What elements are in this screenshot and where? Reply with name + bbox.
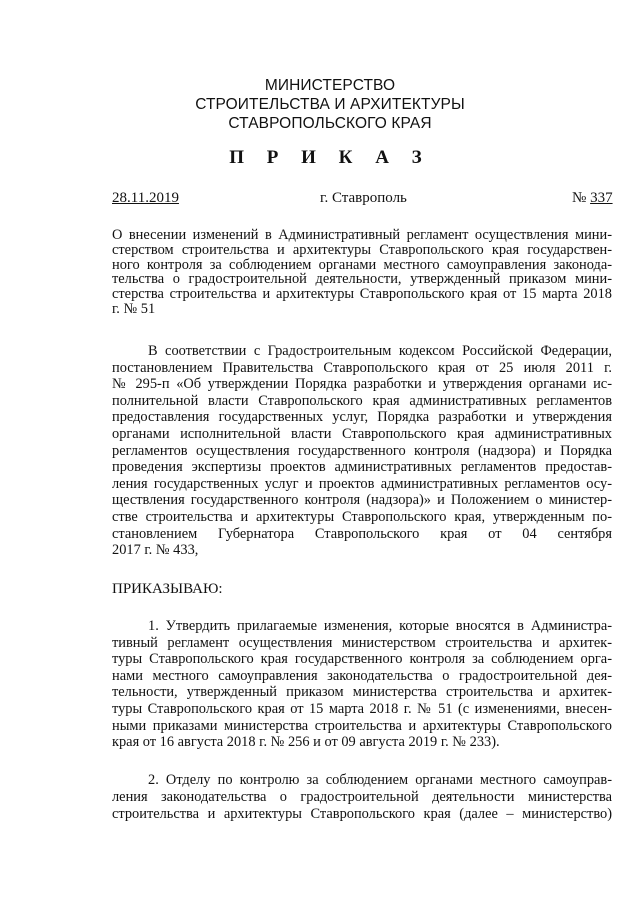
- item-1-line: ными приказами министерства строительства и архитектуры Ставропольского: [112, 717, 612, 734]
- preamble-paragraph: [112, 343, 612, 559]
- preamble-line: полнительной власти Ставропольского края административных регламентов: [112, 392, 612, 409]
- item-2-line: строительства и архитектуры Ставропольского края (далее – министерство): [112, 806, 612, 823]
- subject-line: стерством строительства и архитектуры Ставропольского края государствен-: [112, 241, 612, 258]
- preamble-line: проведения экспертизы проектов административных регламентов предостав-: [112, 459, 612, 476]
- preamble-line: № 295-п «Об утверждении Порядка разработки и утверждения органами ис-: [112, 376, 612, 393]
- subject-line: тельства о градостроительной деятельности, утвержденный приказом мини-: [112, 271, 612, 288]
- order-directive-word: ПРИКАЗЫВАЮ:: [112, 581, 223, 597]
- preamble-line: предоставления государственных услуг, Порядка разработки и утверждения: [112, 409, 612, 426]
- item-2-line: 2. Отделу по контролю за соблюдением органами местного самоуправ-: [148, 772, 612, 788]
- ministry-line-3: СТАВРОПОЛЬСКОГО КРАЯ: [228, 115, 432, 132]
- order-subject: [112, 228, 612, 317]
- item-1-line: края от 16 августа 2018 г. № 256 и от 09 августа 2019 г. № 233).: [112, 734, 500, 751]
- order-number-prefix: №: [572, 190, 591, 206]
- preamble-line: становлением Губернатора Ставропольского края от 04 сентября: [112, 525, 612, 542]
- item-1-line: туры Ставропольского края от 15 марта 2018 г. № 51 (с изменениями, внесен-: [112, 700, 612, 717]
- order-date: 28.11.2019: [112, 190, 179, 206]
- item-2-paragraph: [112, 772, 612, 824]
- item-1-line: тивный регламент осуществления министерством строительства и архитек-: [112, 634, 612, 651]
- order-number: [572, 189, 613, 207]
- subject-line: стерства строительства и архитектуры Ставропольского края от 15 марта 2018: [112, 286, 612, 303]
- item-1-line: тельности, утвержденный приказом министерства строительства и архитек-: [112, 684, 612, 701]
- preamble-line: ления государственных услуг и проектов административных регламентов осу-: [112, 475, 612, 492]
- preamble-line: постановлением Правительства Ставропольского края от 25 июля 2011 г.: [112, 359, 612, 376]
- ministry-line-2: СТРОИТЕЛЬСТВА И АРХИТЕКТУРЫ: [195, 96, 465, 113]
- subject-line: О внесении изменений в Административный регламент осуществления мини-: [112, 227, 612, 243]
- document-type-title: П Р И К А З: [229, 147, 431, 168]
- ministry-line-1: МИНИСТЕРСТВО: [264, 77, 396, 94]
- subject-line: г. № 51: [112, 300, 156, 317]
- preamble-line: стве строительства и архитектуры Ставропольского края, утвержденным по-: [112, 508, 612, 525]
- order-number-value: 337: [590, 190, 613, 206]
- preamble-line: В соответствии с Градостроительным кодексом Российской Федерации,: [148, 343, 612, 359]
- preamble-line: ществления государственного контроля (надзора)» и Положением о министер-: [112, 492, 612, 509]
- ministry-header: [170, 76, 490, 133]
- item-1-line: туры Ставропольского края государственного контроля за соблюдением орга-: [112, 651, 612, 668]
- subject-line: ного контроля за соблюдением органами местного самоуправления законода-: [112, 256, 612, 273]
- preamble-line: органами исполнительной власти Ставропольского края административных: [112, 425, 612, 442]
- order-city: г. Ставрополь: [320, 190, 407, 206]
- preamble-line: 2017 г. № 433,: [112, 542, 199, 559]
- item-1-line: 1. Утвердить прилагаемые изменения, которые вносятся в Администра-: [148, 618, 612, 634]
- item-2-line: ления законодательства о градостроительной деятельности министерства: [112, 789, 612, 806]
- item-1-line: нами местного самоуправления законодательства о градостроительной дея-: [112, 667, 612, 684]
- preamble-line: регламентов осуществления государственного контроля (надзора) и Порядка: [112, 442, 612, 459]
- item-1-paragraph: [112, 618, 612, 751]
